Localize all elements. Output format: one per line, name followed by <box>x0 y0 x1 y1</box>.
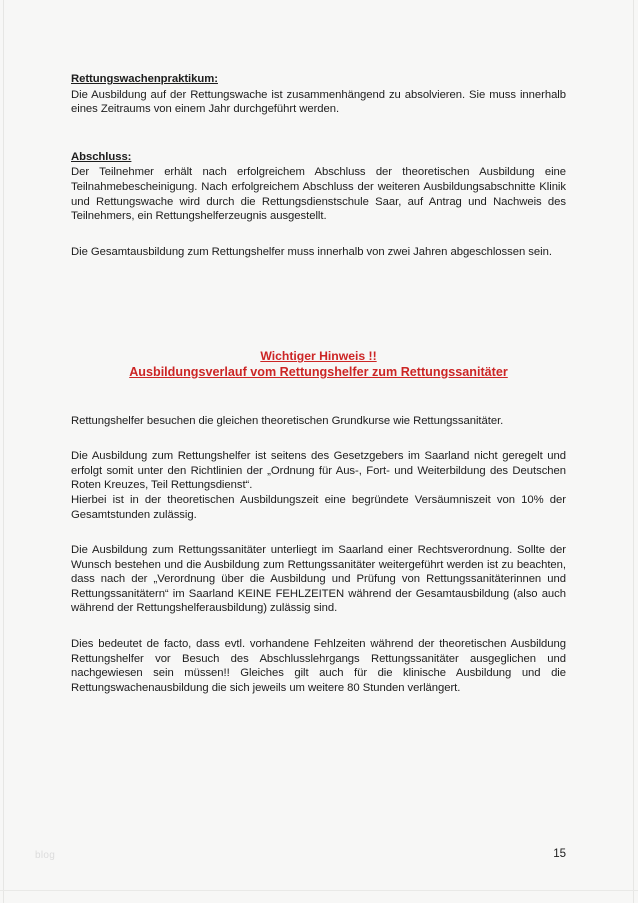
page-number: 15 <box>553 848 566 860</box>
notice-heading-line-1-text: Wichtiger Hinweis !! <box>260 349 377 364</box>
paragraph: Die Ausbildung auf der Rettungswache ist zusammenhängend zu absolvieren. Sie muss innerhalb eines Zeitraums von einem Jahr durchgeführt werden. <box>71 88 566 116</box>
section-heading: Abschluss: <box>71 150 132 163</box>
notice-heading-line-2-text: Ausbildungsverlauf vom Rettungshelfer zum Rettungssanitäter <box>129 364 508 379</box>
paragraph: Hierbei ist in der theoretischen Ausbildungszeit eine begründete Versäumniszeit von 10% der Gesamtstunden zulässig. <box>71 493 566 521</box>
page-edge-right <box>633 0 634 903</box>
footer-watermark: blog <box>35 850 56 861</box>
paragraph: Die Gesamtausbildung zum Rettungshelfer muss innerhalb von zwei Jahren abgeschlossen sein. <box>71 245 552 258</box>
paragraph: Die Ausbildung zum Rettungssanitäter unterliegt im Saarland einer Rechtsverordnung. Sollte der Wunsch bestehen und die Ausbildung zum Rettungssanitäter weitergeführt werden ist zu beachten, dass nach der „Verordnung über die Ausbildung und Prüfung von Rettungssanitäterinnen und Rettungssanitätern“ im Saarland KEINE FEHLZEITEN während der Gesamtausbildung (also auch während der Rettungshelferausbildung) zulässig sind. <box>71 544 566 615</box>
paragraph: Der Teilnehmer erhält nach erfolgreichem Abschluss der theoretischen Ausbildung eine Teilnahmebescheinigung. Nach erfolgreichem Abschluss der weiteren Ausbildungsabschnitte Klinik und Rettungswache wird durch die Rettungsdienstschule Saar, auf Antrag und Nachweis des Teilnehmers, ein Rettungshelferzeugnis ausgestellt. <box>71 166 566 223</box>
page-edge-bottom <box>0 890 638 891</box>
spacer <box>71 428 566 449</box>
spacer <box>71 381 566 414</box>
spacer <box>71 224 566 245</box>
notice-heading-line-1 <box>71 349 566 365</box>
spacer-large <box>71 259 566 349</box>
section-heading: Rettungswachenpraktikum: <box>71 73 218 85</box>
paragraph: Dies bedeutet de facto, dass evtl. vorhandene Fehlzeiten während der theoretischen Ausbildung Rettungshelfer vor Besuch des Abschlusslehrgangs Rettungssanitäter ausgeglichen und nachgewiesen sein müssen!! Gleiches gilt auch für die klinische Ausbildung und die Rettungswachenausbildung die sich jeweils um weitere 80 Stunden verlängert. <box>71 638 566 694</box>
notice-heading <box>71 349 566 380</box>
paragraph: Die Ausbildung zum Rettungshelfer ist seitens des Gesetzgebers im Saarland nicht geregelt und erfolgt somit unter den Richtlinien der „Ordnung für Aus-, Fort- und Weiterbildung des Deutschen Roten Kreuzes, Teil Rettungsdienst“. <box>71 450 566 492</box>
notice-heading-line-2 <box>71 365 566 381</box>
page-footer <box>0 846 638 870</box>
page-edge-left <box>3 0 4 903</box>
document-content <box>71 72 566 695</box>
section-rettungswachenpraktikum <box>71 72 566 117</box>
spacer <box>71 117 566 150</box>
paragraph: Rettungshelfer besuchen die gleichen theoretischen Grundkurse wie Rettungssanitäter. <box>71 414 504 427</box>
spacer <box>71 616 566 637</box>
spacer <box>71 522 566 543</box>
section-abschluss <box>71 150 566 260</box>
